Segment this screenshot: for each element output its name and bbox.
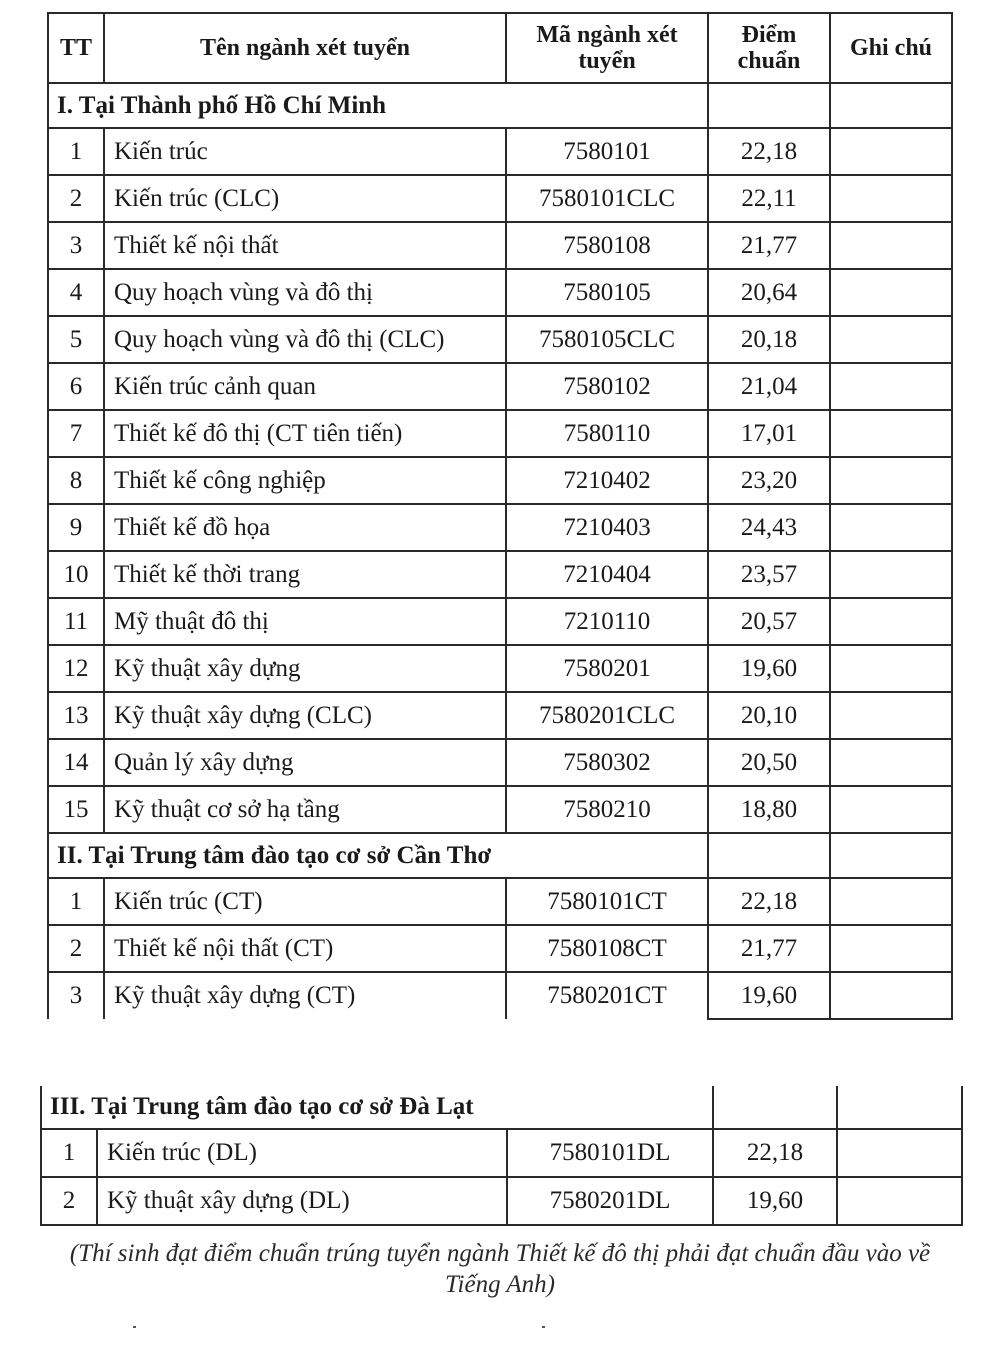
table-row [48,786,952,833]
major-code: 7580201CT [506,972,708,1019]
table-row [41,1129,962,1177]
row-number: 8 [48,457,104,504]
row-number: 2 [48,925,104,972]
cutoff-score: 19,60 [713,1177,837,1225]
note-cell [830,316,952,363]
section-note-cell [837,1086,962,1129]
note-cell [837,1177,962,1225]
major-code: 7580101DL [507,1129,713,1177]
row-number: 7 [48,410,104,457]
major-name: Thiết kế đồ họa [104,504,506,551]
row-number: 9 [48,504,104,551]
row-number: 2 [48,175,104,222]
note-cell [830,739,952,786]
major-code: 7580101CLC [506,175,708,222]
admission-scores-table [47,12,953,1020]
section-note-cell [830,83,952,128]
cutoff-score: 22,18 [708,878,830,925]
section-score-cell [713,1086,837,1129]
row-number: 1 [48,128,104,175]
section-row [41,1086,962,1129]
header-tt: TT [48,13,104,83]
major-code: 7210403 [506,504,708,551]
major-name: Quản lý xây dựng [104,739,506,786]
table-row [48,457,952,504]
note-cell [830,410,952,457]
cutoff-score: 19,60 [708,972,830,1019]
cutoff-score: 21,04 [708,363,830,410]
major-code: 7580102 [506,363,708,410]
cutoff-score: 23,57 [708,551,830,598]
row-number: 1 [48,878,104,925]
note-cell [830,645,952,692]
major-name: Kỹ thuật xây dựng [104,645,506,692]
major-code: 7580101 [506,128,708,175]
major-name: Kỹ thuật xây dựng (CT) [104,972,506,1019]
row-number: 5 [48,316,104,363]
cutoff-score: 18,80 [708,786,830,833]
cutoff-score: 22,18 [713,1129,837,1177]
cutoff-score: 17,01 [708,410,830,457]
major-name: Thiết kế nội thất (CT) [104,925,506,972]
header-major-name: Tên ngành xét tuyển [104,13,506,83]
major-code: 7210402 [506,457,708,504]
cutoff-score: 19,60 [708,645,830,692]
cutoff-score: 23,20 [708,457,830,504]
table-row [48,410,952,457]
row-number: 15 [48,786,104,833]
note-cell [830,457,952,504]
section-score-cell [708,833,830,878]
major-name: Thiết kế công nghiệp [104,457,506,504]
note-cell [830,925,952,972]
major-code: 7580105 [506,269,708,316]
section-score-cell [708,83,830,128]
row-number: 13 [48,692,104,739]
table-row [48,128,952,175]
major-name: Quy hoạch vùng và đô thị [104,269,506,316]
cutoff-score: 22,11 [708,175,830,222]
cutoff-score: 21,77 [708,222,830,269]
major-code: 7580105CLC [506,316,708,363]
cutoff-score: 20,50 [708,739,830,786]
major-name: Kỹ thuật cơ sở hạ tầng [104,786,506,833]
major-code: 7580108 [506,222,708,269]
row-number: 11 [48,598,104,645]
cutoff-score: 22,18 [708,128,830,175]
scan-speck [542,1326,545,1328]
cutoff-score: 20,10 [708,692,830,739]
major-code: 7580201DL [507,1177,713,1225]
note-cell [830,692,952,739]
note-cell [830,222,952,269]
cutoff-score: 21,77 [708,925,830,972]
row-number: 14 [48,739,104,786]
row-number: 2 [41,1177,97,1225]
cutoff-score: 24,43 [708,504,830,551]
major-code: 7210404 [506,551,708,598]
major-name: Kiến trúc (CLC) [104,175,506,222]
table-row [48,363,952,410]
section-title: II. Tại Trung tâm đào tạo cơ sở Cần Thơ [48,833,708,878]
table-row [48,739,952,786]
section-note-cell [830,833,952,878]
row-number: 10 [48,551,104,598]
section-row [48,83,952,128]
major-code: 7580110 [506,410,708,457]
major-name: Quy hoạch vùng và đô thị (CLC) [104,316,506,363]
row-number: 3 [48,972,104,1019]
cutoff-score: 20,18 [708,316,830,363]
major-code: 7580302 [506,739,708,786]
major-code: 7580201 [506,645,708,692]
table-row [48,316,952,363]
table-row [48,645,952,692]
table-row [48,598,952,645]
major-name: Kiến trúc cảnh quan [104,363,506,410]
major-code: 7580101CT [506,878,708,925]
note-cell [830,878,952,925]
table-row [48,925,952,972]
table-row [48,175,952,222]
major-name: Kỹ thuật xây dựng (CLC) [104,692,506,739]
major-name: Thiết kế thời trang [104,551,506,598]
header-note: Ghi chú [830,13,952,83]
table-row [48,269,952,316]
row-number: 6 [48,363,104,410]
note-cell [830,504,952,551]
footnote: (Thí sinh đạt điểm chuẩn trúng tuyển ngành Thiết kế đô thị phải đạt chuẩn đầu vào về Tiếng Anh) [69,1240,931,1298]
note-cell [830,598,952,645]
major-code: 7210110 [506,598,708,645]
note-cell [830,363,952,410]
table-row [41,1177,962,1225]
major-name: Kiến trúc [104,128,506,175]
major-name: Thiết kế nội thất [104,222,506,269]
table-row [48,692,952,739]
row-number: 4 [48,269,104,316]
row-number: 3 [48,222,104,269]
major-name: Kỹ thuật xây dựng (DL) [97,1177,507,1225]
table-row [48,222,952,269]
section-title: I. Tại Thành phố Hồ Chí Minh [48,83,708,128]
cutoff-score: 20,57 [708,598,830,645]
note-cell [830,972,952,1019]
row-number: 1 [41,1129,97,1177]
note-cell [830,175,952,222]
note-cell [830,786,952,833]
major-code: 7580210 [506,786,708,833]
header-major-code: Mã ngành xét tuyển [506,13,708,83]
note-cell [830,551,952,598]
major-name: Kiến trúc (DL) [97,1129,507,1177]
note-cell [837,1129,962,1177]
table-row [48,878,952,925]
note-cell [830,128,952,175]
header-row [48,13,952,83]
dalat-scores-table [40,1086,963,1226]
major-code: 7580108CT [506,925,708,972]
row-number: 12 [48,645,104,692]
note-cell [830,269,952,316]
table-row [48,504,952,551]
table-row [48,972,952,1019]
section-title: III. Tại Trung tâm đào tạo cơ sở Đà Lạt [41,1086,713,1129]
cutoff-score: 20,64 [708,269,830,316]
major-name: Kiến trúc (CT) [104,878,506,925]
major-code: 7580201CLC [506,692,708,739]
table-row [48,551,952,598]
header-cutoff-score: Điểm chuẩn [708,13,830,83]
major-name: Thiết kế đô thị (CT tiên tiến) [104,410,506,457]
section-row [48,833,952,878]
scan-speck [133,1326,136,1328]
major-name: Mỹ thuật đô thị [104,598,506,645]
